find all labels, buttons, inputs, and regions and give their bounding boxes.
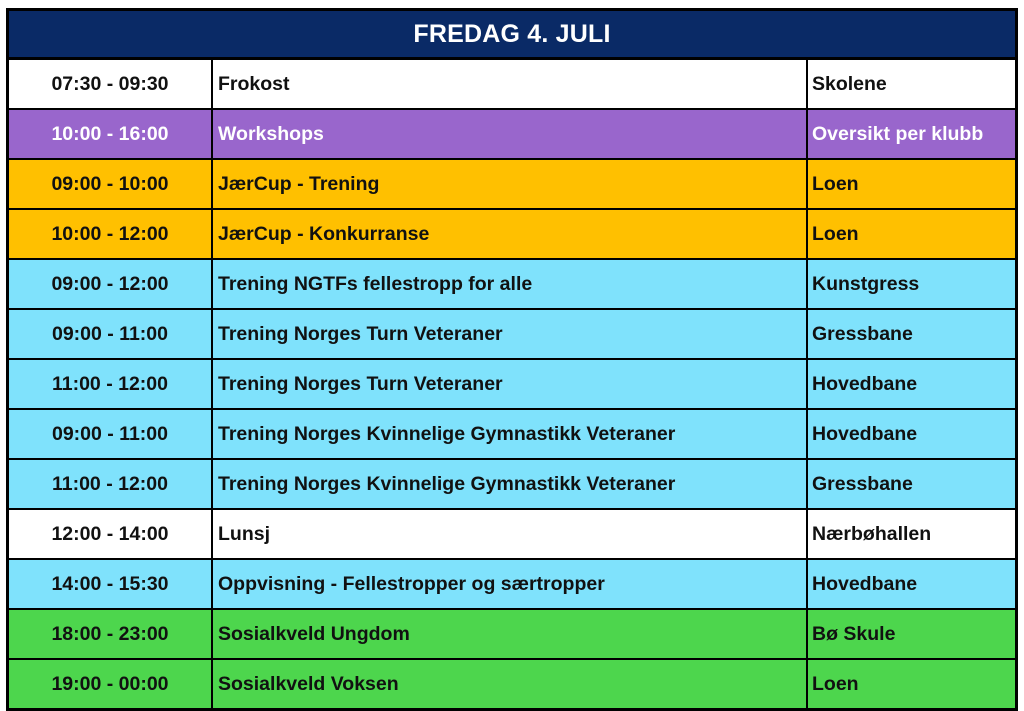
time-cell: 14:00 - 15:30 [9,559,212,609]
place-cell: Nærbøhallen [807,509,1015,559]
event-cell: Trening Norges Turn Veteraner [212,309,807,359]
schedule-row [9,459,1015,509]
event-cell: Trening Norges Turn Veteraner [212,359,807,409]
schedule-row [9,609,1015,659]
time-cell: 09:00 - 11:00 [9,409,212,459]
event-cell: Sosialkveld Ungdom [212,609,807,659]
schedule-row [9,60,1015,109]
schedule-row [9,409,1015,459]
time-cell: 07:30 - 09:30 [9,60,212,109]
schedule-row [9,509,1015,559]
place-cell: Hovedbane [807,359,1015,409]
schedule-table [9,60,1015,708]
schedule-row [9,259,1015,309]
place-cell: Kunstgress [807,259,1015,309]
event-cell: Sosialkveld Voksen [212,659,807,708]
place-cell: Gressbane [807,309,1015,359]
event-cell: Frokost [212,60,807,109]
place-cell: Loen [807,209,1015,259]
time-cell: 09:00 - 12:00 [9,259,212,309]
time-cell: 12:00 - 14:00 [9,509,212,559]
time-cell: 11:00 - 12:00 [9,459,212,509]
schedule-row [9,559,1015,609]
schedule-row [9,309,1015,359]
time-cell: 10:00 - 12:00 [9,209,212,259]
place-cell: Hovedbane [807,409,1015,459]
place-cell: Gressbane [807,459,1015,509]
time-cell: 10:00 - 16:00 [9,109,212,159]
schedule-row [9,109,1015,159]
place-cell: Loen [807,159,1015,209]
place-cell: Bø Skule [807,609,1015,659]
event-cell: Trening NGTFs fellestropp for alle [212,259,807,309]
schedule-row [9,659,1015,708]
schedule-title: FREDAG 4. JULI [9,11,1015,60]
time-cell: 19:00 - 00:00 [9,659,212,708]
place-cell: Skolene [807,60,1015,109]
place-cell: Loen [807,659,1015,708]
event-cell: Trening Norges Kvinnelige Gymnastikk Veteraner [212,459,807,509]
event-cell: Oppvisning - Fellestropper og særtropper [212,559,807,609]
event-cell: JærCup - Konkurranse [212,209,807,259]
time-cell: 11:00 - 12:00 [9,359,212,409]
event-cell: JærCup - Trening [212,159,807,209]
time-cell: 09:00 - 11:00 [9,309,212,359]
event-cell: Trening Norges Kvinnelige Gymnastikk Veteraner [212,409,807,459]
schedule-sheet [6,8,1018,711]
schedule-row [9,159,1015,209]
schedule-row [9,359,1015,409]
event-cell: Workshops [212,109,807,159]
time-cell: 09:00 - 10:00 [9,159,212,209]
time-cell: 18:00 - 23:00 [9,609,212,659]
place-cell: Oversikt per klubb [807,109,1015,159]
schedule-row [9,209,1015,259]
place-cell: Hovedbane [807,559,1015,609]
event-cell: Lunsj [212,509,807,559]
